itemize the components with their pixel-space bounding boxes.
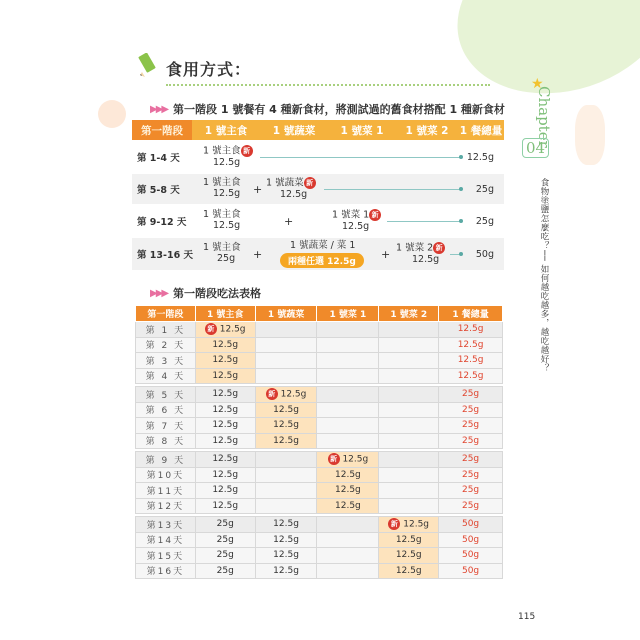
food-amount: 25g [217,253,236,264]
connector-dot [459,252,463,256]
page-title: 食用方式： [166,60,252,79]
cell-value: 25g [461,404,480,415]
cell-value: 25g [461,500,480,511]
veg-cell [255,322,317,338]
pencil-icon [136,53,162,79]
cell-value: 12.5g [342,454,369,465]
star-icon: ★ [531,76,544,92]
total-cell [439,368,503,384]
day-cell [136,563,196,579]
total-cell [439,418,503,434]
connector-line [324,189,460,190]
row-veg [266,177,316,200]
cell-value: 25g [216,519,234,530]
cell-value: 12.5g [273,420,299,431]
food-label: 1 號菜 2 [396,242,434,254]
total-cell [439,548,503,564]
veg-cell [255,517,317,533]
main-cell [195,368,255,384]
plus-sign: + [253,248,263,261]
cell-value: 第13天 [146,520,185,531]
table-row [136,402,503,418]
d2-cell [379,418,439,434]
total-cell [439,387,503,403]
cell-value: 12.5g [273,435,299,446]
cell-value: 12.5g [212,339,239,350]
main-cell [195,452,255,468]
main-cell [195,337,255,353]
table-row [132,174,504,204]
veg-cell [255,433,317,449]
d2-cell [379,322,439,338]
daily-schedule-table [135,305,503,579]
total-cell [439,337,503,353]
cell-value: 25g [461,454,480,465]
food-amount: 12.5g [342,221,370,232]
d2-cell [379,517,439,533]
d1-cell [317,548,379,564]
main-cell [195,418,255,434]
main-cell [195,483,255,499]
table-row [136,467,503,483]
header-cell: 1 號主食 [195,306,255,322]
header-cell: 1 號菜 2 [405,124,449,137]
cell-value: 12.5g [395,550,422,561]
d1-cell [317,433,379,449]
d2-cell [379,563,439,579]
d1-cell [317,337,379,353]
header-cell: 1 號菜 1 [340,124,384,137]
table-row [136,353,503,369]
day-cell [136,418,196,434]
cell-value: 12.5g [335,500,361,511]
d2-cell [379,433,439,449]
veg-cell [255,498,317,514]
cell-value: 第 3 天 [145,356,186,367]
cell-value: 25g [216,550,234,561]
header-cell: 1 號菜 2 [379,306,439,322]
cell-value: 25g [216,565,234,576]
veg-cell [255,467,317,483]
table-row [136,322,503,338]
cell-value: 第 1 天 [145,325,186,336]
veg-cell [255,368,317,384]
food-label: 1 號主食 [203,177,241,188]
cell-value: 12.5g [403,519,430,530]
d1-cell [317,498,379,514]
cell-value: 12.5g [273,550,299,561]
total-cell [439,498,503,514]
total-cell [439,517,503,533]
connector-dot [459,155,463,159]
arrow-bullet-icon: ▶▶▶ [150,288,168,299]
d2-cell [379,467,439,483]
chapter-number: 04 [522,138,549,158]
main-cell [195,322,255,338]
title-underline [166,84,490,86]
cell-value: 12.5g [395,534,422,545]
main-cell [195,402,255,418]
d1-cell [317,353,379,369]
table-row [136,532,503,548]
section1-heading: 第一階段 1 號餐有 4 種新食材，將測試過的舊食材搭配 1 種新食材 [173,103,505,116]
cell-value: 12.5g [219,324,246,335]
cell-value: 12.5g [212,454,239,465]
veg-cell [255,387,317,403]
main-cell [195,563,255,579]
day-cell [136,452,196,468]
plus-sign: + [253,183,263,196]
cell-value: 12.5g [212,420,239,431]
new-badge-icon: 新 [241,145,253,157]
d1-cell [317,322,379,338]
chapter-subtitle: 食物塗鹽怎麼吃？── 如何越吃越多，越吃越好？ [539,178,549,373]
cell-value: 25g [461,469,480,480]
cell-value: 第 7 天 [145,421,186,432]
header-cell: 1 餐總量 [439,306,503,322]
cell-value: 25g [461,485,480,496]
d1-cell [317,483,379,499]
d1-cell [317,418,379,434]
decor-blob-peach [98,100,126,128]
food-label: 1 號主食 [203,242,241,253]
table-row [136,337,503,353]
cell-value: 12.5g [212,404,239,415]
either-choice-pill: 兩種任選 12.5g [280,253,364,268]
total-cell [439,483,503,499]
cell-value: 12.5g [273,565,299,576]
schedule-summary-table [132,120,504,270]
veg-cell [255,548,317,564]
table-header-row [136,306,503,322]
food-label: 1 號蔬菜 [266,177,304,189]
main-cell [195,387,255,403]
cell-value: 12.5g [273,404,299,415]
cell-value: 12.5g [335,469,361,480]
new-badge-icon: 新 [388,518,400,530]
cell-value: 25g [461,435,480,446]
row-day: 第 1-4 天 [137,153,180,164]
row-main [203,209,241,231]
total-cell [439,467,503,483]
row-total: 25g [475,183,494,195]
veg-cell [255,337,317,353]
veg-cell [255,452,317,468]
veg-cell [255,418,317,434]
table-header-row [132,120,504,140]
row-veg-or-dish1: 1 號蔬菜 / 菜 1 [290,240,356,251]
cell-value: 第 9 天 [145,455,186,466]
day-cell [136,353,196,369]
food-amount: 12.5g [213,188,241,199]
cell-value: 25g [216,534,234,545]
plus-sign: + [284,215,294,228]
d1-cell [317,368,379,384]
d1-cell [317,563,379,579]
header-cell: 1 號菜 1 [317,306,379,322]
cell-value: 第14天 [146,536,185,547]
d1-cell [317,517,379,533]
d1-cell [317,452,379,468]
header-cell: 第一階段 [132,120,192,140]
d1-cell [317,402,379,418]
cell-value: 第 4 天 [145,372,186,383]
total-cell [439,322,503,338]
day-cell [136,387,196,403]
row-main [203,242,241,264]
header-cell: 1 號主食 [204,124,248,137]
cell-value: 第 2 天 [145,341,186,352]
main-cell [195,548,255,564]
veg-cell [255,353,317,369]
cell-value: 12.5g [212,370,239,381]
row-total: 50g [475,248,494,260]
connector-dot [459,219,463,223]
table-row [132,238,504,270]
table-row [132,206,504,236]
day-cell [136,498,196,514]
cell-value: 第11天 [146,486,185,497]
table-row [136,517,503,533]
d1-cell [317,387,379,403]
food-amount: 12.5g [213,157,241,168]
d2-cell [379,532,439,548]
total-cell [439,353,503,369]
cell-value: 12.5g [273,519,299,530]
row-total: 12.5g [466,151,494,163]
connector-line [387,221,460,222]
cell-value: 50g [461,519,480,530]
header-cell: 1 號蔬菜 [272,124,316,137]
table-row [136,368,503,384]
table-row [136,418,503,434]
row-day: 第 5-8 天 [137,185,180,196]
cell-value: 第 8 天 [145,437,186,448]
d2-cell [379,548,439,564]
cell-value: 12.5g [457,339,484,350]
total-cell [439,563,503,579]
day-cell [136,337,196,353]
new-badge-icon: 新 [433,242,445,254]
table-row [136,483,503,499]
row-total: 25g [475,215,494,227]
cell-value: 25g [461,420,480,431]
cell-value: 12.5g [212,389,239,400]
cell-value: 50g [461,550,480,561]
d2-cell [379,368,439,384]
d2-cell [379,402,439,418]
cell-value: 12.5g [395,565,422,576]
food-label: 1 號主食 [203,145,241,157]
new-badge-icon: 新 [304,177,316,189]
main-cell [195,498,255,514]
d2-cell [379,483,439,499]
connector-line [260,157,460,158]
new-badge-icon: 新 [369,209,381,221]
new-badge-icon: 新 [266,388,278,400]
plus-sign: + [381,248,391,261]
d2-cell [379,452,439,468]
d1-cell [317,467,379,483]
food-label: 1 號主食 [203,209,241,220]
total-cell [439,402,503,418]
total-cell [439,452,503,468]
d2-cell [379,337,439,353]
table-row [136,563,503,579]
food-amount: 12.5g [213,220,241,231]
veg-cell [255,563,317,579]
cell-value: 第12天 [146,502,185,513]
row-main [203,177,241,199]
cell-value: 第10天 [146,471,185,482]
row-main [203,145,253,168]
row-dish2 [396,242,445,265]
header-cell: 1 餐總量 [459,124,503,137]
table-row [136,387,503,403]
cell-value: 25g [461,389,480,400]
table-row [136,452,503,468]
cell-value: 第 5 天 [145,390,186,401]
row-day: 第 13-16 天 [137,250,193,261]
cell-value: 12.5g [457,355,484,366]
cell-value: 12.5g [457,370,484,381]
day-cell [136,532,196,548]
arrow-bullet-icon: ▶▶▶ [150,104,168,115]
new-badge-icon: 新 [328,453,340,465]
cell-value: 12.5g [457,324,484,335]
cell-value: 50g [461,534,480,545]
connector-dot [459,187,463,191]
day-cell [136,483,196,499]
food-amount: 12.5g [412,254,440,265]
d2-cell [379,498,439,514]
d1-cell [317,532,379,548]
day-cell [136,322,196,338]
d2-cell [379,387,439,403]
cell-value: 12.5g [212,355,239,366]
main-cell [195,353,255,369]
table-row [136,548,503,564]
veg-cell [255,402,317,418]
day-cell [136,517,196,533]
food-label: 1 號菜 1 [332,209,370,221]
cell-value: 12.5g [335,485,361,496]
chapter-label: Chapter [535,86,553,148]
cell-value: 12.5g [212,469,239,480]
cell-value: 12.5g [212,435,239,446]
day-cell [136,402,196,418]
cell-value: 第15天 [146,551,185,562]
row-day: 第 9-12 天 [137,217,187,228]
cell-value: 第16天 [146,567,185,578]
page-number: 115 [518,612,536,622]
veg-cell [255,483,317,499]
total-cell [439,532,503,548]
main-cell [195,433,255,449]
header-cell: 第一階段 [136,306,196,322]
row-dish1 [332,209,381,232]
main-cell [195,467,255,483]
decor-blob-peach-right [575,105,605,165]
day-cell [136,368,196,384]
day-cell [136,433,196,449]
food-amount: 12.5g [280,189,308,200]
day-cell [136,467,196,483]
table-row [136,498,503,514]
d2-cell [379,353,439,369]
total-cell [439,433,503,449]
main-cell [195,517,255,533]
table-row [136,433,503,449]
cell-value: 第 6 天 [145,406,186,417]
cell-value: 12.5g [212,485,239,496]
new-badge-icon: 新 [205,323,217,335]
day-cell [136,548,196,564]
cell-value: 12.5g [212,500,239,511]
table-row [132,142,504,172]
cell-value: 12.5g [280,389,307,400]
section2-heading: 第一階段吃法表格 [173,287,261,300]
veg-cell [255,532,317,548]
header-cell: 1 號蔬菜 [255,306,317,322]
cell-value: 50g [461,565,480,576]
main-cell [195,532,255,548]
cell-value: 12.5g [273,534,299,545]
